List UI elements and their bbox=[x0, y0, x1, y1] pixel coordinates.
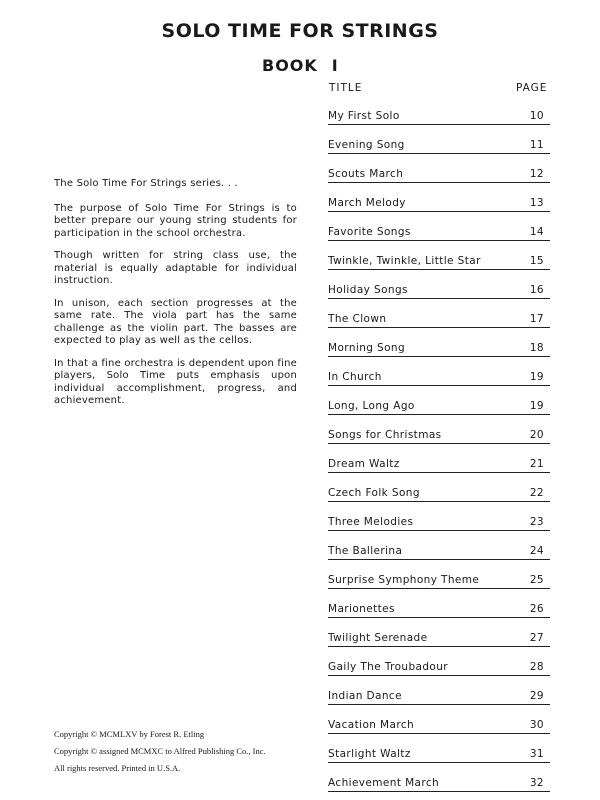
toc-entry-title: Indian Dance bbox=[328, 690, 402, 702]
book-heading bbox=[262, 56, 339, 75]
toc-entry bbox=[328, 241, 550, 270]
toc-entry bbox=[328, 473, 550, 502]
copyright-line: All rights reserved. Printed in U.S.A. bbox=[54, 763, 181, 773]
toc-column-title: TITLE bbox=[329, 82, 363, 94]
toc-entry-title: Long, Long Ago bbox=[328, 400, 415, 412]
toc-entry-title: Surprise Symphony Theme bbox=[328, 574, 480, 586]
toc-entry-title: Starlight Waltz bbox=[328, 748, 411, 760]
toc-entry-page: 20 bbox=[529, 429, 544, 441]
toc-entry-page: 12 bbox=[529, 168, 544, 180]
intro-lead: The Solo Time For Strings series. . . bbox=[54, 178, 238, 189]
toc-entry bbox=[328, 212, 550, 241]
toc-entry bbox=[328, 415, 550, 444]
toc-entry-page: 25 bbox=[529, 574, 544, 586]
copyright-line: Copyright © assigned MCMXC to Alfred Publishing Co., Inc. bbox=[54, 746, 266, 756]
toc-entry bbox=[328, 183, 550, 212]
book-number: I bbox=[331, 56, 339, 75]
toc-entry bbox=[328, 270, 550, 299]
toc-entry bbox=[328, 299, 550, 328]
toc-entry bbox=[328, 154, 550, 183]
toc-entry bbox=[328, 705, 550, 734]
copyright-line: Copyright © MCMLXV by Forest R. Etling bbox=[54, 729, 205, 739]
book-label: BOOK bbox=[262, 56, 318, 75]
toc-entry-title: Vacation March bbox=[328, 719, 415, 731]
intro-paragraph: In that a fine orchestra is dependent upon fine players, Solo Time puts emphasis upon individual accomplishment, progress, and achievement. bbox=[54, 357, 297, 406]
toc-entry bbox=[328, 647, 550, 676]
toc-entry bbox=[328, 328, 550, 357]
toc-entry-page: 21 bbox=[529, 458, 544, 470]
toc-entry bbox=[328, 734, 550, 763]
toc-entry-page: 19 bbox=[529, 400, 544, 412]
toc-entry bbox=[328, 96, 550, 125]
toc-entry-title: Three Melodies bbox=[328, 516, 414, 528]
toc-entry-title: Favorite Songs bbox=[328, 226, 411, 238]
toc-entry-title: The Ballerina bbox=[328, 545, 403, 557]
toc-entry-title: Holiday Songs bbox=[328, 284, 408, 296]
intro-paragraph: Though written for string class use, the material is equally adaptable for individual instruction. bbox=[54, 250, 297, 286]
toc-entry-page: 17 bbox=[529, 313, 544, 325]
toc-entry bbox=[328, 502, 550, 531]
toc-entry bbox=[328, 125, 550, 154]
toc-entry-title: Czech Folk Song bbox=[328, 487, 420, 499]
toc-entry-title: March Melody bbox=[328, 197, 406, 209]
toc-entry-page: 18 bbox=[529, 342, 544, 354]
intro-text bbox=[54, 178, 297, 418]
toc-column-page: PAGE bbox=[516, 82, 548, 94]
toc-entry-page: 16 bbox=[529, 284, 544, 296]
toc-entry-title: Twilight Serenade bbox=[328, 632, 428, 644]
intro-paragraph: In unison, each section progresses at the same rate. The viola part has the same challenge as the violin part. The basses are expected to play as well as the cellos. bbox=[54, 297, 297, 346]
toc-entry-title: Achievement March bbox=[328, 777, 440, 789]
toc-entry bbox=[328, 589, 550, 618]
toc-entry bbox=[328, 618, 550, 647]
toc-entry bbox=[328, 444, 550, 473]
toc-entry-title: Marionettes bbox=[328, 603, 395, 615]
toc-entry-title: Scouts March bbox=[328, 168, 404, 180]
toc-entry-title: The Clown bbox=[328, 313, 387, 325]
toc-entry-page: 29 bbox=[529, 690, 544, 702]
toc-entry-page: 19 bbox=[529, 371, 544, 383]
toc-entry bbox=[328, 531, 550, 560]
toc-entry-page: 26 bbox=[529, 603, 544, 615]
toc-entry-page: 31 bbox=[529, 748, 544, 760]
toc-entry-page: 24 bbox=[529, 545, 544, 557]
page-title: SOLO TIME FOR STRINGS bbox=[161, 20, 439, 42]
intro-paragraph: The purpose of Solo Time For Strings is to better prepare our young string students for participation in the school orchestra. bbox=[54, 202, 297, 239]
toc-entry-title: Twinkle, Twinkle, Little Star bbox=[328, 255, 481, 267]
toc-entry-page: 15 bbox=[529, 255, 544, 267]
toc-entry-title: Gaily The Troubadour bbox=[328, 661, 449, 673]
toc-entry-title: My First Solo bbox=[328, 110, 400, 122]
toc-entry-page: 14 bbox=[529, 226, 544, 238]
toc-entry-page: 32 bbox=[529, 777, 544, 789]
toc-entry bbox=[328, 763, 550, 792]
toc-entry-title: Dream Waltz bbox=[328, 458, 400, 470]
toc-entry-page: 10 bbox=[529, 110, 544, 122]
toc-entry-title: Morning Song bbox=[328, 342, 406, 354]
table-of-contents bbox=[328, 96, 550, 792]
toc-entry-page: 28 bbox=[529, 661, 544, 673]
toc-entry-page: 30 bbox=[529, 719, 544, 731]
toc-entry-page: 23 bbox=[529, 516, 544, 528]
toc-entry bbox=[328, 676, 550, 705]
toc-entry bbox=[328, 386, 550, 415]
toc-entry-title: Songs for Christmas bbox=[328, 429, 442, 441]
copyright-notice bbox=[54, 726, 314, 777]
toc-entry bbox=[328, 357, 550, 386]
toc-entry-title: Evening Song bbox=[328, 139, 405, 151]
toc-entry-page: 13 bbox=[529, 197, 544, 209]
toc-entry-page: 27 bbox=[529, 632, 544, 644]
toc-entry-page: 11 bbox=[529, 139, 544, 151]
toc-entry bbox=[328, 560, 550, 589]
toc-entry-title: In Church bbox=[328, 371, 382, 383]
toc-entry-page: 22 bbox=[529, 487, 544, 499]
